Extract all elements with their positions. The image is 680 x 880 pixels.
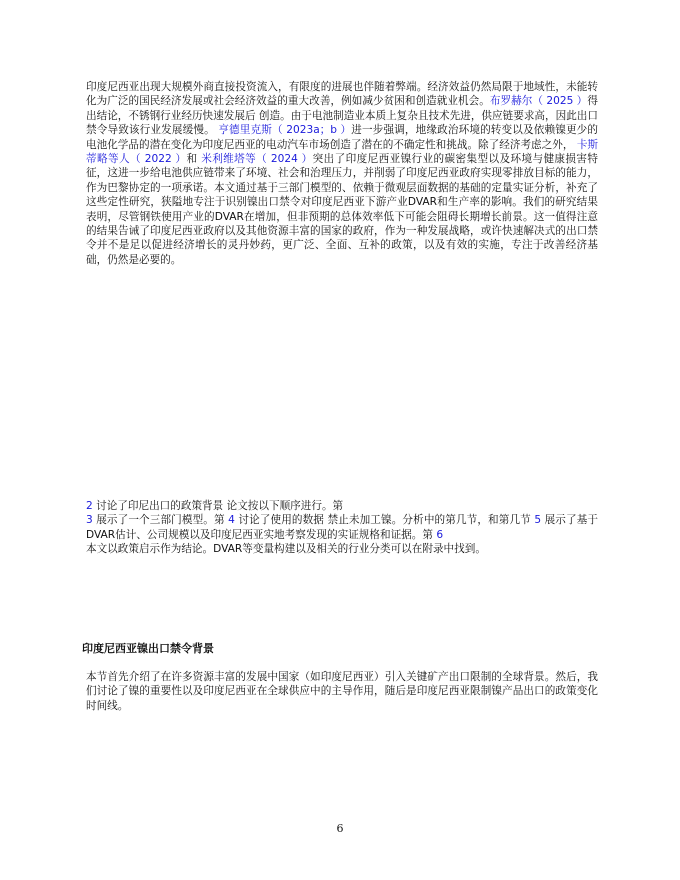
paragraph-text: 讨论了印尼出口的政策背景 论文按以下顺序进行。第: [92, 500, 344, 512]
paragraph-text: 讨论了使用的数据 禁止未加工镍。分析中的第几节，和第几节: [234, 514, 535, 527]
paragraph-text: 展示了基于DVAR估计、公司规模以及印度尼西亚实地考察发现的实证规格和证据。第: [86, 514, 598, 541]
section-intro-paragraph: 本节首先介绍了在许多资源丰富的发展中国家（如印度尼西亚）引入关键矿产出口限制的全球背景。然后，我们讨论了镍的重要性以及印度尼西亚在全球供应中的主导作用，随后是印度尼西亚限制镍产品出口的政策变化时间线。: [86, 671, 598, 712]
paragraph-text: 本文以政策启示作为结论。DVAR等变量构建以及相关的行业分类可以在附录中找到。: [86, 543, 486, 556]
citation-link-hendrix[interactable]: 亨德里克斯（ 2023a；b ）: [218, 124, 352, 137]
section-link-3[interactable]: 3: [86, 514, 93, 527]
paragraph-text: 和: [186, 153, 202, 166]
section-link-5[interactable]: 5: [534, 514, 542, 527]
section-heading: 印度尼西亚镍出口禁令背景: [82, 642, 214, 655]
citation-link-brocher[interactable]: 布罗赫尔（ 2025 ）: [489, 95, 588, 108]
citation-link-castillo[interactable]: 卡斯蒂略等人（ 2022 ）: [86, 138, 599, 166]
outline-paragraph: [86, 499, 598, 557]
paragraph-text: 得出结论，不锈钢行业经历快速发展后 创造。由于电池制造业本质上复杂且技术先进，供应链要求高，因此出口禁令导致该行业发展缓慢。: [86, 95, 599, 137]
paragraph-text: 进一步强调，地缘政治环境的转变以及依赖镍更少的电池化学品的潜在变化为印度尼西亚的电动汽车市场创造了潜在的不确定性和挑战。除了经济考虑之外，: [86, 124, 599, 151]
intro-paragraph: [86, 80, 598, 267]
section-link-6[interactable]: 6: [436, 528, 444, 541]
section-link-2[interactable]: 2: [86, 500, 93, 512]
section-link-4[interactable]: 4: [228, 514, 235, 527]
paragraph-text: 印度尼西亚出现大规模外商直接投资流入，有限度的进展也伴随着弊端。经济效益仍然局限于地域性，未能转化为广泛的国民经济发展或社会经济效益的重大改善，例如减少贫困和创造就业机会。: [86, 81, 598, 108]
citation-link-miliveta[interactable]: 米利维塔等（ 2024 ）: [201, 153, 313, 166]
paragraph-text: 突出了印度尼西亚镍行业的碳密集型以及环境与健康损害特征，这进一步给电池供应链带来了环境、社会和治理压力，并削弱了印度尼西亚政府实现零排放目标的能力，作为巴黎协定的一项承诺。本文通过基于三部门模型的、依赖于微观层面数据的基础的定量实证分析，补充了这些定性研究，狭隘地专注于识别镍出口禁令对印度尼西亚下游产业DVAR和生产率的影响。我们的研究结果表明，尽管钢铁使用产业的DVAR在增加，但非预期的总体效率低下可能会阻碍长期增长前景。这一值得注意的结果告诫了印度尼西亚政府以及其他资源丰富的国家的政府，作为一种发展战略，或许快速解决式的出口禁令并不是足以促进经济增长的灵丹妙药，更广泛、全面、互补的政策，以及有效的实施，专注于改善经济基础，仍然是必要的。: [86, 153, 599, 266]
paragraph-text: 展示了一个三部门模型。第: [92, 514, 229, 527]
page-number: 6: [336, 822, 344, 835]
